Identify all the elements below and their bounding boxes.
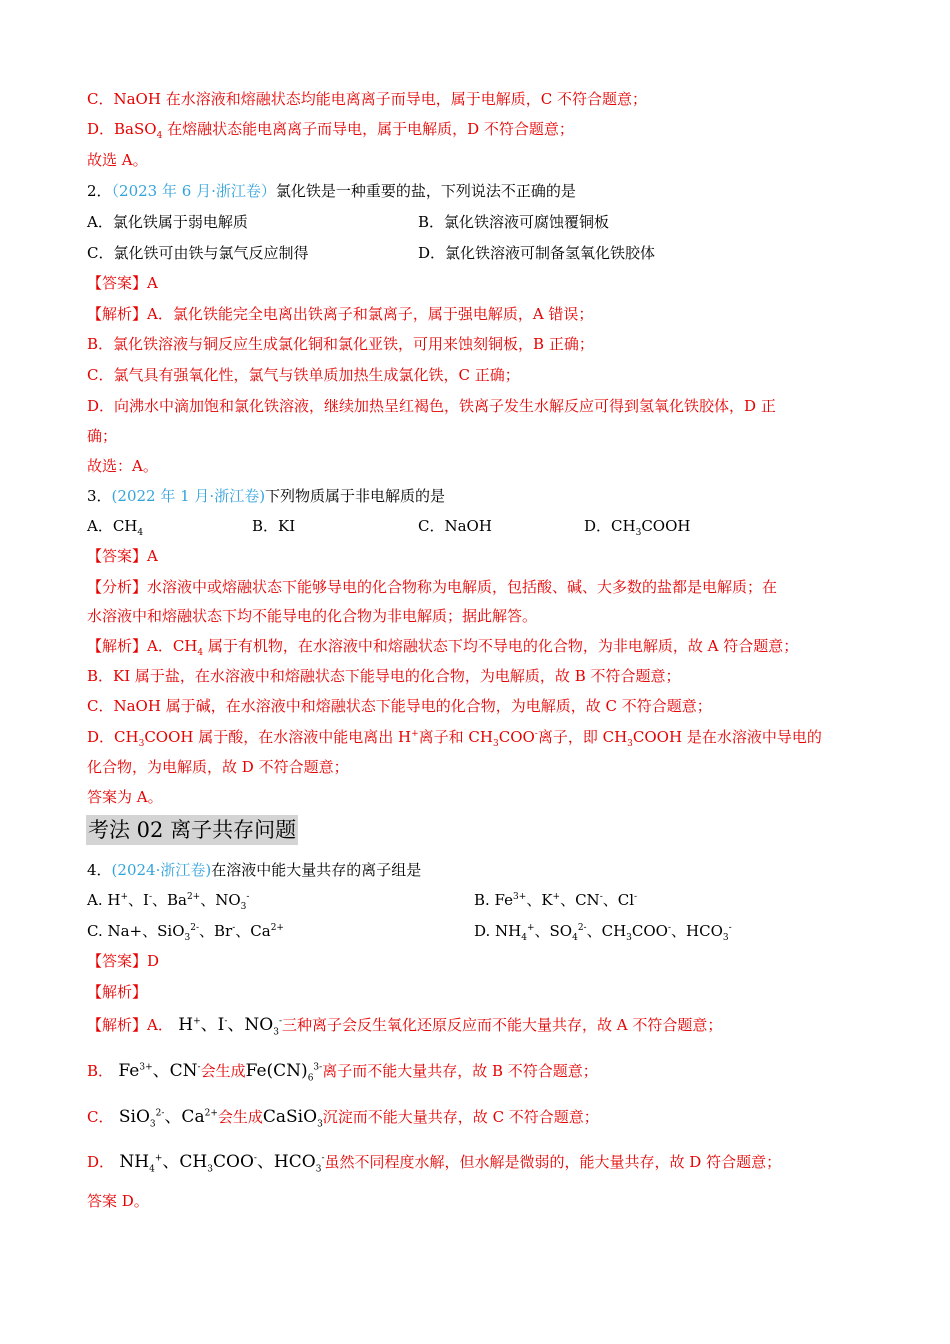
section-heading: 考法 02 离子共存问题 [86,815,298,845]
q4-analysis-a: 【解析】A． H+、I-、$NO_3^-$三种离子会反生氧化还原反应而不能大量共存，故 A 不符合题意； [87,1015,723,1038]
q3-analysis-d: D．$CH_3COOH$ 属于酸，在水溶液中能电离出 H+离子和 $CH_3COO^-$离子，即 $CH_3COOH$ 是在水溶液中导电的 [87,728,822,749]
q2-option-d: D．氯化铁溶液可制备氢氧化铁胶体 [418,244,656,262]
question-4-stem: 4．(2024·浙江卷)在溶液中能大量共存的离子组是 [87,861,422,879]
prev-analysis-d: D．BaSO$_4$ 在熔融状态能电离离子而导电，属于电解质，D 不符合题意； [87,120,574,141]
prev-conclusion: 故选 A。 [87,151,148,169]
q4-option-b: B. $Fe^{3+}$、K+、CN-、Cl- [474,891,638,909]
q3-conclusion: 答案为 A。 [87,788,163,806]
q2-analysis-a: 【解析】A．氯化铁能完全电离出铁离子和氯离子，属于强电解质，A 错误； [87,305,594,323]
question-3-source: (2022 年 1 月·浙江卷) [111,487,266,505]
prev-analysis-c: C．NaOH 在水溶液和熔融状态均能电离离子而导电，属于电解质，C 不符合题意； [87,90,647,108]
q4-analysis-b: B． $Fe^{3+}$、CN-会生成$Fe(CN)_6^{3-}$离子而不能大量共存，故 B 不符合题意； [87,1061,598,1084]
q4-option-a: A. H+、I-、$Ba^{2+}$、$NO_3^-$ [87,891,250,912]
q3-analysis-b: B．KI 属于盐，在水溶液中和熔融状态下能导电的化合物，为电解质，故 B 不符合题意； [87,667,681,685]
q3-analysis-d-cont: 化合物，为电解质，故 D 不符合题意； [87,758,349,776]
q2-answer: 【答案】A [87,274,158,292]
q3-fenxi-1: 【分析】水溶液中或熔融状态下能够导电的化合物称为电解质，包括酸、碱、大多数的盐都是电解质；在 [87,578,778,596]
q4-analysis-c: C． SiO$_3^{2-}$、$Ca^{2+}$会生成CaSiO$_3$沉淀而不能大量共存，故 C 不符合题意； [87,1107,599,1130]
q3-analysis-c: C．NaOH 属于碱，在水溶液中和熔融状态下能导电的化合物，为电解质，故 C 不符合题意； [87,697,712,715]
question-2-source: （2023 年 6 月·浙江卷） [111,182,276,200]
q3-option-d: D．$CH_3COOH$ [584,517,691,538]
question-4-source: (2024·浙江卷) [111,861,212,879]
q3-option-a: A．$CH_4$ [87,517,144,538]
question-2-stem: 2．（2023 年 6 月·浙江卷）氯化铁是一种重要的盐，下列说法不正确的是 [87,182,576,200]
q3-fenxi-2: 水溶液中和熔融状态下均不能导电的化合物为非电解质；据此解答。 [87,607,538,625]
q2-option-c: C．氯化铁可由铁与氯气反应制得 [87,244,309,262]
q4-option-d: D. $NH_4^+$、$SO_4^{2-}$、$CH_3COO^-$、$HCO_3^-$ [474,922,732,943]
q3-answer: 【答案】A [87,547,158,565]
q3-analysis-a: 【解析】A．$CH_4$ 属于有机物，在水溶液中和熔融状态下均不导电的化合物，为非电解质，故 A 符合题意； [87,637,799,658]
q2-option-a: A．氯化铁属于弱电解质 [87,213,248,231]
q2-conclusion: 故选：A。 [87,457,158,475]
q4-analysis-label: 【解析】 [87,983,148,1001]
q3-option-b: B．KI [252,517,296,535]
question-3-stem: 3．(2022 年 1 月·浙江卷)下列物质属于非电解质的是 [87,487,446,505]
q3-option-c: C．NaOH [418,517,492,535]
q2-analysis-b: B．氯化铁溶液与铜反应生成氯化铜和氯化亚铁，可用来蚀刻铜板，B 正确； [87,335,594,353]
q2-analysis-d-cont: 确； [87,427,118,445]
q4-answer: 【答案】D [87,952,160,970]
q4-option-c: C. Na+、SiO$_3^{2-}$、Br-、$Ca^{2+}$ [87,922,284,943]
q2-option-b: B．氯化铁溶液可腐蚀覆铜板 [418,213,610,231]
q4-analysis-d: D． $NH_4^+$、$CH_3COO^-$、$HCO_3^-$虽然不同程度水解，但水解是微弱的，能大量共存，故 D 符合题意； [87,1152,782,1175]
q4-conclusion: 答案 D。 [87,1192,149,1210]
q2-analysis-c: C．氯气具有强氧化性，氯气与铁单质加热生成氯化铁，C 正确； [87,366,520,384]
q2-analysis-d: D．向沸水中滴加饱和氯化铁溶液，继续加热呈红褐色，铁离子发生水解反应可得到氢氧化铁胶体，D 正 [87,397,776,415]
